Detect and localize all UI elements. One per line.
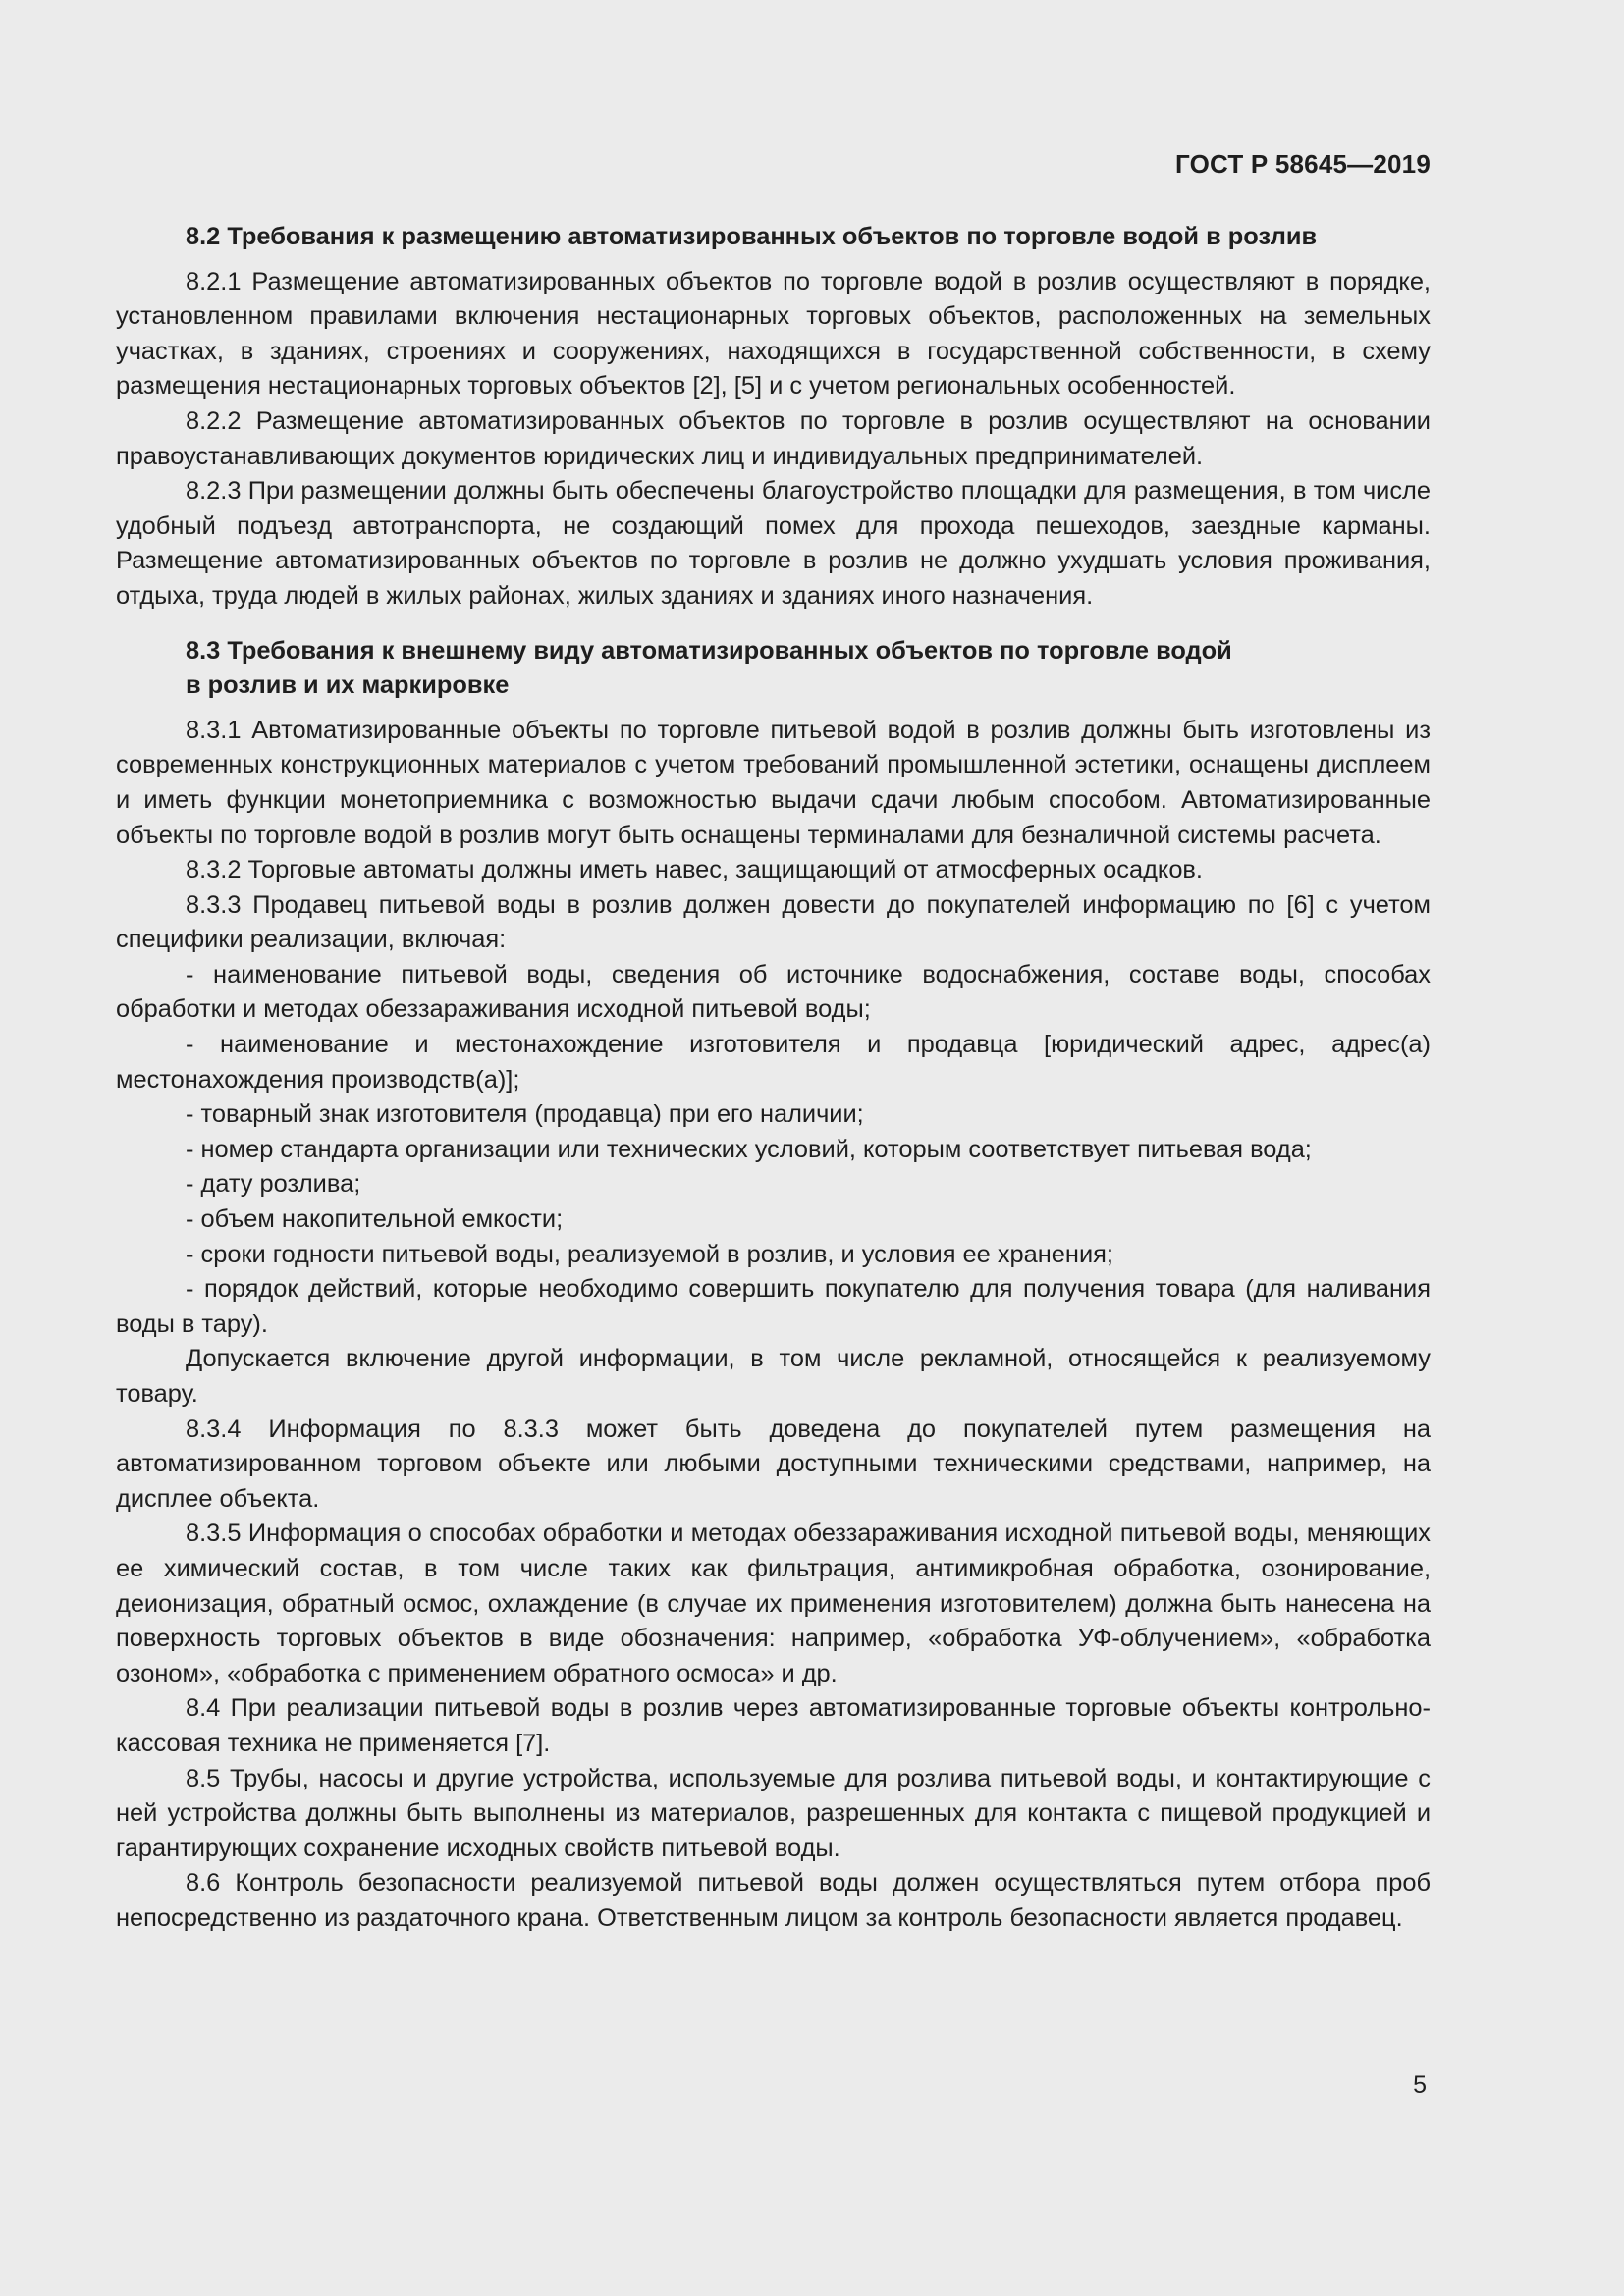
page-number: 5 [1413, 2071, 1427, 2099]
paragraph-8-2-1: 8.2.1 Размещение автоматизированных объектов по торговле водой в розлив осуществляют в порядке, установленном правилами включения нестационарных торговых объектов, расположенных на земельных участках, в зданиях, строениях и сооружениях, находящихся в государственной собственности, в схему размещения нестационарных торговых объектов [2], [5] и с учетом региональных особенностей. [116, 267, 1431, 400]
document-header: ГОСТ Р 58645—2019 [1175, 149, 1431, 179]
section-8-2-title: 8.2 Требования к размещению автоматизированных объектов по торговле водой в розлив [186, 223, 1318, 250]
section-8-3-title-line1: 8.3 Требования к внешнему виду автоматизированных объектов по торговле водой [186, 636, 1232, 665]
paragraph-8-3-2: 8.3.2 Торговые автоматы должны иметь навес, защищающий от атмосферных осадков. [186, 856, 1203, 884]
list-item: - номер стандарта организации или технических условий, которым соответствует питьевая вода; [186, 1135, 1312, 1163]
list-item: - объем накопительной емкости; [186, 1205, 564, 1234]
document-body [116, 220, 1431, 1937]
section-8-3-title-line2: в розлив и их маркировке [186, 671, 510, 700]
list-item: - наименование и местонахождение изготовителя и продавца [юридический адрес, адрес(а) местонахождения производств(а)]; [116, 1031, 1431, 1094]
list-item: - дату розлива; [186, 1170, 361, 1199]
paragraph-8-2-2: 8.2.2 Размещение автоматизированных объектов по торговле в розлив осуществляют на основании правоустанавливающих документов юридических лиц и индивидуальных предпринимателей. [116, 406, 1431, 470]
paragraph-8-3-3: 8.3.3 Продавец питьевой воды в розлив должен довести до покупателей информацию по [6] с учетом специфики реализации, включая: [116, 890, 1431, 954]
paragraph-8-3-3-extra: Допускается включение другой информации, в том числе рекламной, относящейся к реализуемому товару. [116, 1345, 1431, 1408]
paragraph-8-4: 8.4 При реализации питьевой воды в розлив через автоматизированные торговые объекты контрольно-кассовая техника не применяется [7]. [116, 1694, 1431, 1757]
paragraph-8-3-5: 8.3.5 Информация о способах обработки и методах обеззараживания исходной питьевой воды, меняющих ее химический состав, в том числе таких как фильтрация, антимикробная обработка, озонирование, деионизация, обратный осмос, охлаждение (в случае их применения изготовителем) должна быть нанесена на поверхность торговых объектов в виде обозначения: например, «обработка УФ-облучением», «обработка озоном», «обработка с применением обратного осмоса» и др. [116, 1520, 1431, 1687]
section-8-3-title [116, 634, 1431, 704]
paragraph-8-3-1: 8.3.1 Автоматизированные объекты по торговле питьевой водой в розлив должны быть изготовлены из современных конструкционных материалов с учетом требований промышленной эстетики, оснащены дисплеем и иметь функции монетоприемника с возможностью выдачи сдачи любым способом. Автоматизированные объекты по торговле водой в розлив могут быть оснащены терминалами для безналичной системы расчета. [116, 716, 1431, 849]
list-item: - сроки годности питьевой воды, реализуемой в розлив, и условия ее хранения; [186, 1240, 1113, 1268]
paragraph-8-5: 8.5 Трубы, насосы и другие устройства, используемые для розлива питьевой воды, и контактирующие с ней устройства должны быть выполнены из материалов, разрешенных для контакта с пищевой продукцией и гарантирующих сохранение исходных свойств питьевой воды. [116, 1764, 1431, 1862]
list-item: - товарный знак изготовителя (продавца) при его наличии; [186, 1100, 864, 1129]
paragraph-8-2-3: 8.2.3 При размещении должны быть обеспечены благоустройство площадки для размещения, в том числе удобный подъезд автотранспорта, не создающий помех для прохода пешеходов, заездные карманы. Размещение автоматизированных объектов по торговле в розлив не должно ухудшать условия проживания, отдыха, труда людей в жилых районах, жилых зданиях и зданиях иного назначения. [116, 477, 1431, 610]
paragraph-8-3-4: 8.3.4 Информация по 8.3.3 может быть доведена до покупателей путем размещения на автоматизированном торговом объекте или любыми доступными техническими средствами, например, на дисплее объекта. [116, 1415, 1431, 1513]
list-item: - наименование питьевой воды, сведения об источнике водоснабжения, составе воды, способах обработки и методах обеззараживания исходной питьевой воды; [116, 960, 1431, 1024]
paragraph-8-6: 8.6 Контроль безопасности реализуемой питьевой воды должен осуществляться путем отбора проб непосредственно из раздаточного крана. Ответственным лицом за контроль безопасности является продавец. [116, 1869, 1431, 1932]
list-item: - порядок действий, которые необходимо совершить покупателю для получения товара (для наливания воды в тару). [116, 1275, 1431, 1338]
